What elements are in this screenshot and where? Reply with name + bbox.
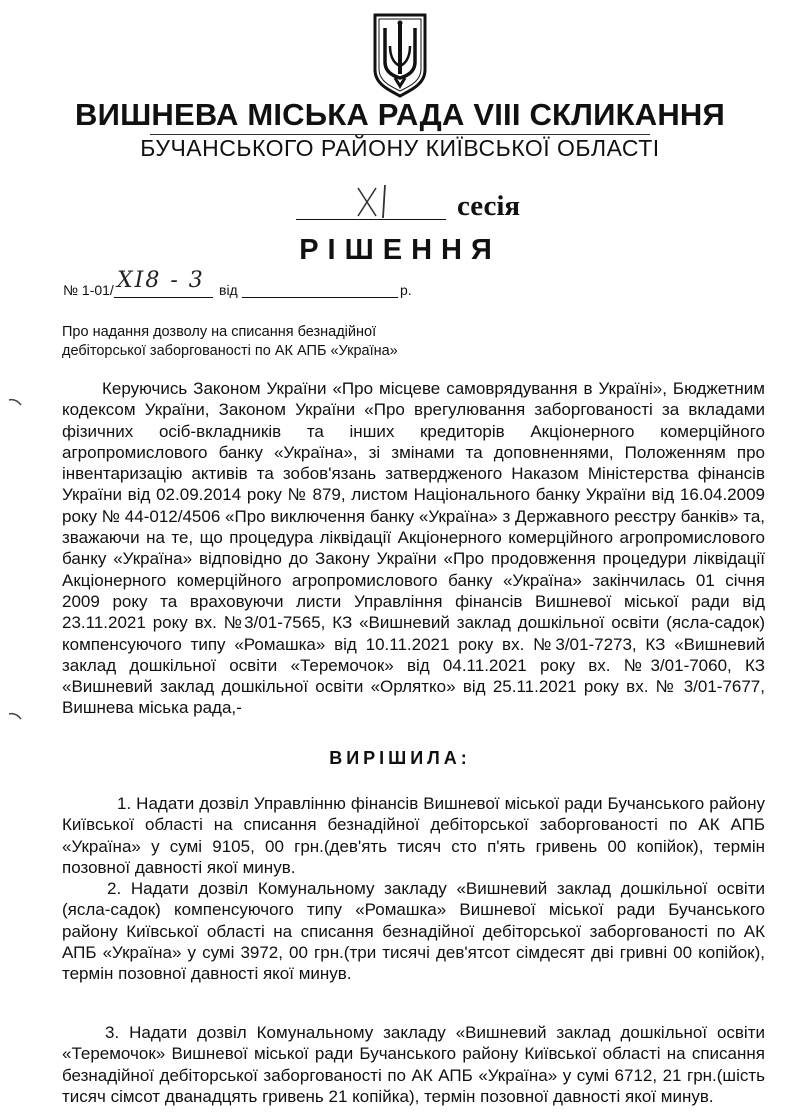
registration-number-underline <box>114 297 213 298</box>
preamble-paragraph: Керуючись Законом України «Про місцеве самоврядування в Україні», Бюджетним кодексом України, Законом України «Про врегулювання заборгованості за вкладами фізичних осіб-вкладників та інших кредиторів Акціонерного комерційного агропромислового банку «Україна», зі змінами та доповненнями, Положенням про інвентаризацію активів та зобов'язань затвердженого Наказом Міністерства фінансів України від 02.09.2014 року № 879, листом Національного банку України від 16.04.2009 року № 44-012/4506 «Про виключення банку «Україна» з Державного реєстру банків» та, зважаючи на те, що процедура ліквідації Акціонерного комерційного агропромислового банку «Україна» відповідно до Закону України «Про продовження процедури ліквідації Акціонерного комерційного агропромислового банку «Україна» закінчилась 01 січня 2009 року та враховуючи листи Управління фінансів Вишневої міської ради від 23.11.2021 року вх. №3/01-7565, КЗ «Вишневий заклад дошкільної освіти (ясла-садок) компенсуючого типу «Ромашка» від 10.11.2021 року вх. №3/01-7273, КЗ «Вишневий заклад дошкільної освіти «Теремочок» від 04.11.2021 року вх. №3/01-7060, КЗ «Вишневий заклад дошкільної освіти «Орлятко» від 25.11.2021 року вх. № 3/01-7677, Вишнева міська рада,- <box>62 379 765 718</box>
punch-hole-mark <box>8 712 22 720</box>
resolution-item: 2. Надати дозвіл Комунальному закладу «Вишневий заклад дошкільної освіти (ясла-садок) компенсуючого типу «Ромашка» Вишневої міської ради Бучанського району Київської області на списання безнадійної дебіторської заборгованості по АК АПБ «Україна» у сумі 3972, 00 грн.(три тисячі дев'ятсот сімдесят дві гривні 00 копійок), термін позовної давності якої минув. <box>62 879 765 984</box>
decision-subject: Про надання дозволу на списання безнадійної дебіторської заборгованості по АК АПБ «Україна» <box>62 324 398 359</box>
resolved-heading: ВИРІШИЛА: <box>329 748 471 768</box>
council-name: ВИШНЕВА МІСЬКА РАДА VIII СКЛИКАННЯ <box>75 97 725 132</box>
handwritten-registration-number: XI8 - 3 <box>117 268 205 293</box>
document-type-heading: РІШЕННЯ <box>299 234 501 266</box>
date-label: від <box>219 282 238 298</box>
handwritten-session-number <box>352 182 392 222</box>
resolution-item: 1. Надати дозвіл Управлінню фінансів Вишневої міської ради Бучанського району Київської області на списання безнадійної дебіторської заборгованості по АК АПБ «Україна» у сумі 9105, 00 грн.(дев'ять тисяч сто п'ять гривень 00 копійок), термін позовної давності якої минув. <box>62 794 765 877</box>
date-underline <box>242 297 398 298</box>
session-label: сесія <box>457 190 521 222</box>
punch-hole-mark <box>8 398 22 406</box>
date-suffix: р. <box>400 282 412 298</box>
trident-emblem-icon <box>371 12 429 98</box>
resolution-item: 3. Надати дозвіл Комунальному закладу «Вишневий заклад дошкільної освіти «Теремочок» Вишневої міської ради Бучанського району Київської області на списання безнадійної дебіторської заборгованості по АК АПБ «Україна» у сумі 6712, 21 грн.(шість тисяч сімсот дванадцять гривень 21 копійка), термін позовної давності якої минув. <box>62 1023 765 1106</box>
district-name: БУЧАНСЬКОГО РАЙОНУ КИЇВСЬКОЇ ОБЛАСТІ <box>140 135 660 161</box>
registration-number-prefix: № 1-01/ <box>63 282 114 298</box>
